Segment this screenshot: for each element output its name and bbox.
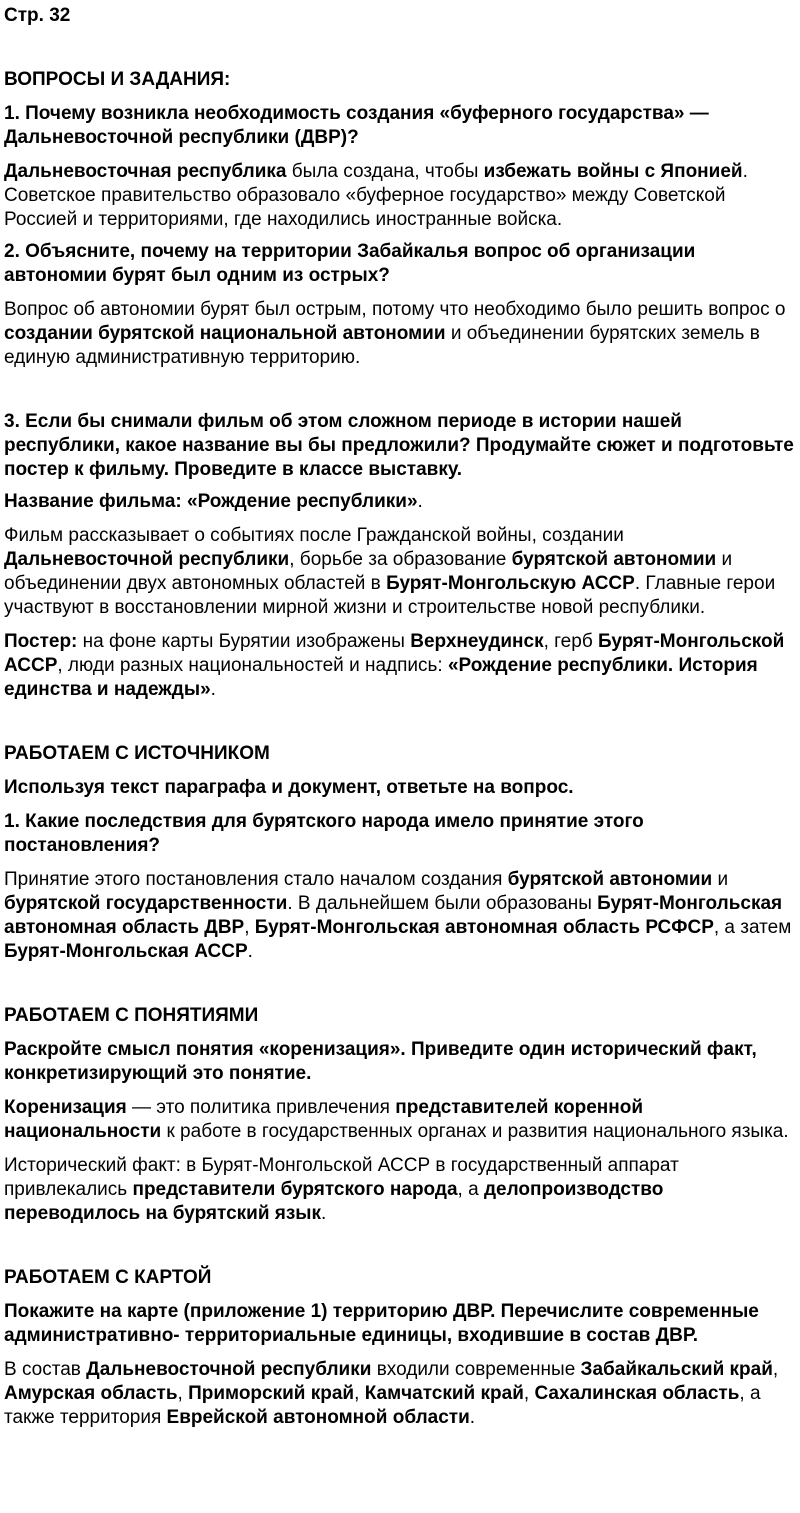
answer-3-plot: Фильм рассказывает о событиях после Гражданской войны, создании Дальневосточной республики, борьбе за образование бурятской автономии и объединении двух автономных областей в Бурят-Монгольскую АССР. Главные герои участвуют в восстановлении мирной жизни и строительстве новой республики. — [4, 525, 776, 618]
concepts-answer-definition: Коренизация — это политика привлечения представителей коренной национальности к работе в государственных органах и развития национального языка. — [4, 1097, 789, 1142]
answer-2: Вопрос об автономии бурят был острым, потому что необходимо было решить вопрос о создании бурятской национальной автономии и объединении бурятских земель в единую административную территорию. — [4, 299, 786, 368]
concepts-answer-fact: Исторический факт: в Бурят-Монгольской АССР в государственный аппарат привлекались представители бурятского народа, а делопроизводство переводилось на бурятский язык. — [4, 1155, 679, 1224]
answer-1: Дальневосточная республика была создана, чтобы избежать войны с Японией. Советское правительство образовало «буферное государство» между Советской Россией и территориями, где находились иностранные войска. — [4, 161, 748, 230]
answer-3-title: Название фильма: «Рождение республики». — [4, 491, 423, 512]
section-heading-questions: ВОПРОСЫ И ЗАДАНИЯ: — [4, 69, 231, 90]
source-answer-1: Принятие этого постановления стало началом создания бурятской автономии и бурятской государственности. В дальнейшем были образованы Бурят-Монгольская автономная область ДВР, Бурят-Монгольская автономная область РСФСР, а затем Бурят-Монгольская АССР. — [4, 869, 792, 962]
question-3: 3. Если бы снимали фильм об этом сложном периоде в истории нашей республики, какое название вы бы предложили? Продумайте сюжет и подготовьте постер к фильму. Проведите в классе выставку. — [4, 411, 794, 480]
concepts-task: Раскройте смысл понятия «коренизация». Приведите один исторический факт, конкретизирующий это понятие. — [4, 1039, 757, 1084]
section-heading-concepts: РАБОТАЕМ С ПОНЯТИЯМИ — [4, 1005, 259, 1026]
question-2: 2. Объясните, почему на территории Забайкалья вопрос об организации автономии бурят был одним из острых? — [4, 241, 696, 286]
document-page — [0, 4, 800, 1430]
section-heading-map: РАБОТАЕМ С КАРТОЙ — [4, 1267, 212, 1288]
source-task: Используя текст параграфа и документ, ответьте на вопрос. — [4, 777, 574, 798]
answer-3-poster: Постер: на фоне карты Бурятии изображены Верхнеудинск, герб Бурят-Монгольской АССР, люди разных национальностей и надпись: «Рождение республики. История единства и надежды». — [4, 631, 785, 700]
map-answer: В состав Дальневосточной республики входили современные Забайкальский край, Амурская область, Приморский край, Камчатский край, Сахалинская область, а также территория Еврейской автономной области. — [4, 1359, 779, 1428]
source-question-1: 1. Какие последствия для бурятского народа имело принятие этого постановления? — [4, 811, 644, 856]
question-1: 1. Почему возникла необходимость создания «буферного государства» — Дальневосточной республики (ДВР)? — [4, 103, 709, 148]
section-heading-source: РАБОТАЕМ С ИСТОЧНИКОМ — [4, 743, 270, 764]
map-task: Покажите на карте (приложение 1) территорию ДВР. Перечислите современные административно- территориальные единицы, входившие в состав ДВР. — [4, 1301, 759, 1346]
page-number: Стр. 32 — [4, 5, 71, 26]
